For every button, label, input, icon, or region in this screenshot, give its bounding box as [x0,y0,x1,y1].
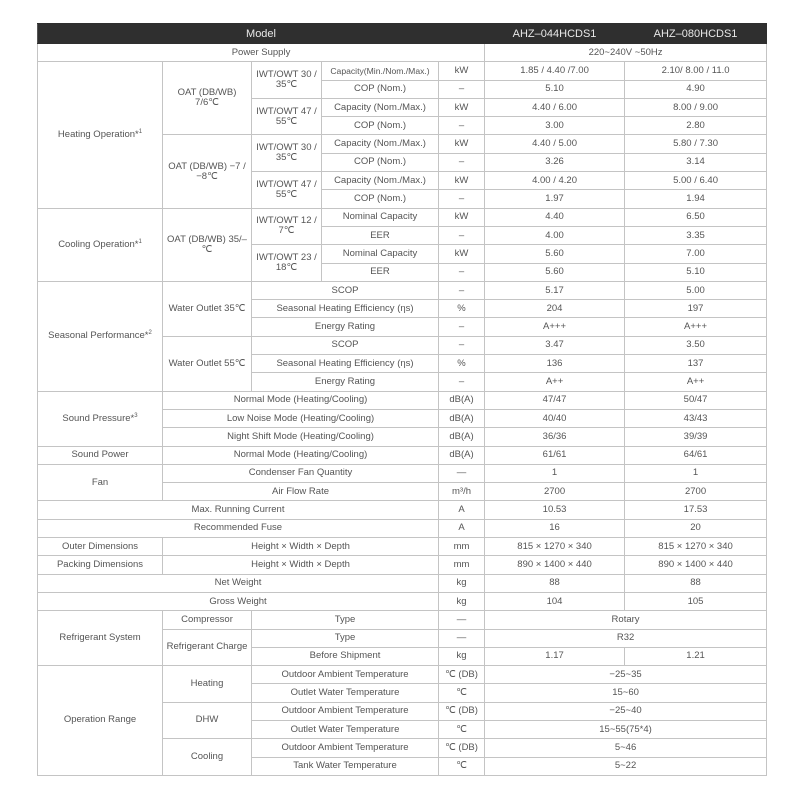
value-model-1: 1.17 [485,647,625,665]
value-model-2: 1.21 [625,647,767,665]
table-row [38,501,767,519]
value-model-2: 88 [625,574,767,592]
refrigerant-system-label: Refrigerant System [38,611,163,666]
row-unit: dB(A) [439,446,485,464]
value-model-2: 2700 [625,483,767,501]
op-dhw-label: DHW [163,702,252,739]
row-item: Capacity (Nom./Max.) [322,135,439,153]
row-unit: – [439,226,485,244]
row-item: Type [252,611,439,629]
value-model-1: A++ [485,373,625,391]
value-model-1: 815 × 1270 × 340 [485,538,625,556]
value-model-2: 39/39 [625,428,767,446]
value-model-1: 5.60 [485,245,625,263]
value-model-2: 2.10/ 8.00 / 11.0 [625,62,767,80]
outer-dimensions-label: Outer Dimensions [38,538,163,556]
range-value: 15~55(75*4) [485,720,767,738]
row-item: Tank Water Temperature [252,757,439,775]
value-model-2: 5.80 / 7.30 [625,135,767,153]
value-model-2: 6.50 [625,208,767,226]
row-item: Gross Weight [38,592,439,610]
row-item: Energy Rating [252,318,439,336]
value-model-1: 4.40 [485,208,625,226]
row-unit: ℃ [439,757,485,775]
row-unit: kg [439,647,485,665]
heating-operation-label: Heating Operation*$^1$ [38,62,163,208]
row-item: COP (Nom.) [322,117,439,135]
table-row [38,538,767,556]
row-unit: kW [439,172,485,190]
range-value: 15~60 [485,684,767,702]
compressor-type-value: Rotary [485,611,767,629]
row-item: Seasonal Heating Efficiency (ηs) [252,300,439,318]
row-item: Capacity (Nom./Max.) [322,98,439,116]
row-item: Height × Width × Depth [163,556,439,574]
sound-pressure-label: Sound Pressure*$^3$ [38,391,163,446]
row-item: Outlet Water Temperature [252,684,439,702]
range-value: −25~35 [485,666,767,684]
row-item: COP (Nom.) [322,153,439,171]
row-item: Condenser Fan Quantity [163,464,439,482]
header-model-2: AHZ–080HCDS1 [625,24,767,44]
row-unit: — [439,611,485,629]
value-model-1: 2700 [485,483,625,501]
table-row [38,611,767,629]
row-unit: – [439,263,485,281]
row-unit: mm [439,556,485,574]
row-item: Seasonal Heating Efficiency (ηs) [252,355,439,373]
row-item: COP (Nom.) [322,190,439,208]
row-unit: – [439,373,485,391]
value-model-2: 64/61 [625,446,767,464]
row-item: Normal Mode (Heating/Cooling) [163,391,439,409]
table-row [38,208,767,226]
row-item: Low Noise Mode (Heating/Cooling) [163,409,439,427]
row-item: Air Flow Rate [163,483,439,501]
refrigerant-type-value: R32 [485,629,767,647]
value-model-1: 136 [485,355,625,373]
value-model-2: 43/43 [625,409,767,427]
value-model-2: 1 [625,464,767,482]
row-unit: ℃ (DB) [439,739,485,757]
op-heating-label: Heating [163,666,252,703]
operation-range-label: Operation Range [38,666,163,776]
row-unit: % [439,355,485,373]
row-item: Outdoor Ambient Temperature [252,666,439,684]
row-unit: – [439,80,485,98]
row-unit: ℃ [439,684,485,702]
row-unit: kW [439,245,485,263]
water-outlet-55: Water Outlet 55℃ [163,336,252,391]
value-model-1: 4.40 / 5.00 [485,135,625,153]
cooling-operation-label: Cooling Operation*$^1$ [38,208,163,281]
value-model-1: 40/40 [485,409,625,427]
value-model-1: 4.00 / 4.20 [485,172,625,190]
value-model-2: 4.90 [625,80,767,98]
row-item: Max. Running Current [38,501,439,519]
value-model-1: 890 × 1400 × 440 [485,556,625,574]
value-model-2: 7.00 [625,245,767,263]
row-item: SCOP [252,281,439,299]
table-row [38,556,767,574]
value-model-2: A+++ [625,318,767,336]
refrigerant-charge-label: Refrigerant Charge [163,629,252,666]
row-unit: — [439,464,485,482]
value-model-2: 137 [625,355,767,373]
value-model-2: 3.14 [625,153,767,171]
row-unit: kW [439,98,485,116]
row-item: COP (Nom.) [322,80,439,98]
heating-iwt-47-a: IWT/OWT 47 / 55℃ [252,98,322,135]
heating-iwt-30-a: IWT/OWT 30 / 35℃ [252,62,322,99]
row-unit: % [439,300,485,318]
heating-iwt-47-b: IWT/OWT 47 / 55℃ [252,172,322,209]
value-model-1: 1 [485,464,625,482]
range-value: 5~46 [485,739,767,757]
power-supply-row [38,44,767,62]
row-item: Capacity (Nom./Max.) [322,172,439,190]
value-model-1: 3.26 [485,153,625,171]
row-unit: – [439,318,485,336]
row-unit: m³/h [439,483,485,501]
row-unit: ℃ (DB) [439,702,485,720]
value-model-1: 36/36 [485,428,625,446]
value-model-2: 3.50 [625,336,767,354]
cooling-oat: OAT (DB/WB) 35/–℃ [163,208,252,281]
value-model-1: 47/47 [485,391,625,409]
row-unit: – [439,153,485,171]
row-unit: kg [439,574,485,592]
power-supply-label: Power Supply [38,44,485,62]
value-model-2: 197 [625,300,767,318]
row-item: SCOP [252,336,439,354]
value-model-2: 20 [625,519,767,537]
value-model-1: 204 [485,300,625,318]
table-row [38,391,767,409]
seasonal-performance-label: Seasonal Performance*$^2$ [38,281,163,391]
specification-table [37,23,767,776]
row-item: Night Shift Mode (Heating/Cooling) [163,428,439,446]
row-item: Capacity(Min./Nom./Max.) [322,62,439,80]
row-unit: dB(A) [439,428,485,446]
table-row [38,592,767,610]
value-model-1: 5.10 [485,80,625,98]
row-item: Before Shipment [252,647,439,665]
value-model-2: 5.00 / 6.40 [625,172,767,190]
value-model-2: 2.80 [625,117,767,135]
value-model-1: 4.40 / 6.00 [485,98,625,116]
row-item: Nominal Capacity [322,245,439,263]
cooling-iwt-23: IWT/OWT 23 / 18℃ [252,245,322,282]
row-unit: A [439,501,485,519]
row-unit: kW [439,135,485,153]
row-unit: — [439,629,485,647]
row-unit: ℃ (DB) [439,666,485,684]
table-row [38,464,767,482]
row-item: Recommended Fuse [38,519,439,537]
value-model-1: 10.53 [485,501,625,519]
value-model-1: A+++ [485,318,625,336]
table-row [38,666,767,684]
row-unit: dB(A) [439,409,485,427]
value-model-1: 5.60 [485,263,625,281]
value-model-1: 1.97 [485,190,625,208]
range-value: 5~22 [485,757,767,775]
value-model-2: 8.00 / 9.00 [625,98,767,116]
power-supply-value: 220~240V ~50Hz [485,44,767,62]
value-model-1: 5.17 [485,281,625,299]
row-item: Outlet Water Temperature [252,720,439,738]
table-row [38,62,767,80]
value-model-2: 5.10 [625,263,767,281]
fan-label: Fan [38,464,163,501]
table-row [38,281,767,299]
row-unit: – [439,336,485,354]
water-outlet-35: Water Outlet 35℃ [163,281,252,336]
heating-oat-a: OAT (DB/WB) 7/6℃ [163,62,252,135]
row-unit: A [439,519,485,537]
header-model: Model [38,24,485,44]
value-model-2: 1.94 [625,190,767,208]
row-item: Type [252,629,439,647]
row-unit: kg [439,592,485,610]
value-model-1: 88 [485,574,625,592]
value-model-2: 3.35 [625,226,767,244]
row-unit: – [439,117,485,135]
row-unit: – [439,190,485,208]
row-item: EER [322,263,439,281]
value-model-1: 4.00 [485,226,625,244]
sound-power-label: Sound Power [38,446,163,464]
header-row [38,24,767,44]
table-row [38,519,767,537]
value-model-2: 50/47 [625,391,767,409]
row-unit: – [439,281,485,299]
table-row [38,446,767,464]
value-model-2: 105 [625,592,767,610]
value-model-1: 61/61 [485,446,625,464]
value-model-1: 3.47 [485,336,625,354]
row-item: Normal Mode (Heating/Cooling) [163,446,439,464]
row-item: Nominal Capacity [322,208,439,226]
row-item: Height × Width × Depth [163,538,439,556]
range-value: −25~40 [485,702,767,720]
op-cooling-label: Cooling [163,739,252,776]
value-model-1: 1.85 / 4.40 /7.00 [485,62,625,80]
cooling-iwt-12: IWT/OWT 12 / 7℃ [252,208,322,245]
row-unit: kW [439,208,485,226]
packing-dimensions-label: Packing Dimensions [38,556,163,574]
row-unit: ℃ [439,720,485,738]
row-item: Energy Rating [252,373,439,391]
value-model-1: 3.00 [485,117,625,135]
row-unit: dB(A) [439,391,485,409]
value-model-1: 104 [485,592,625,610]
row-unit: mm [439,538,485,556]
heating-iwt-30-b: IWT/OWT 30 / 35℃ [252,135,322,172]
value-model-2: 5.00 [625,281,767,299]
compressor-label: Compressor [163,611,252,629]
header-model-1: AHZ–044HCDS1 [485,24,625,44]
row-item: EER [322,226,439,244]
value-model-2: 890 × 1400 × 440 [625,556,767,574]
value-model-2: A++ [625,373,767,391]
row-item: Outdoor Ambient Temperature [252,739,439,757]
row-item: Net Weight [38,574,439,592]
value-model-1: 16 [485,519,625,537]
value-model-2: 17.53 [625,501,767,519]
value-model-2: 815 × 1270 × 340 [625,538,767,556]
row-item: Outdoor Ambient Temperature [252,702,439,720]
heating-oat-b: OAT (DB/WB) −7 / −8℃ [163,135,252,208]
row-unit: kW [439,62,485,80]
table-row [38,574,767,592]
